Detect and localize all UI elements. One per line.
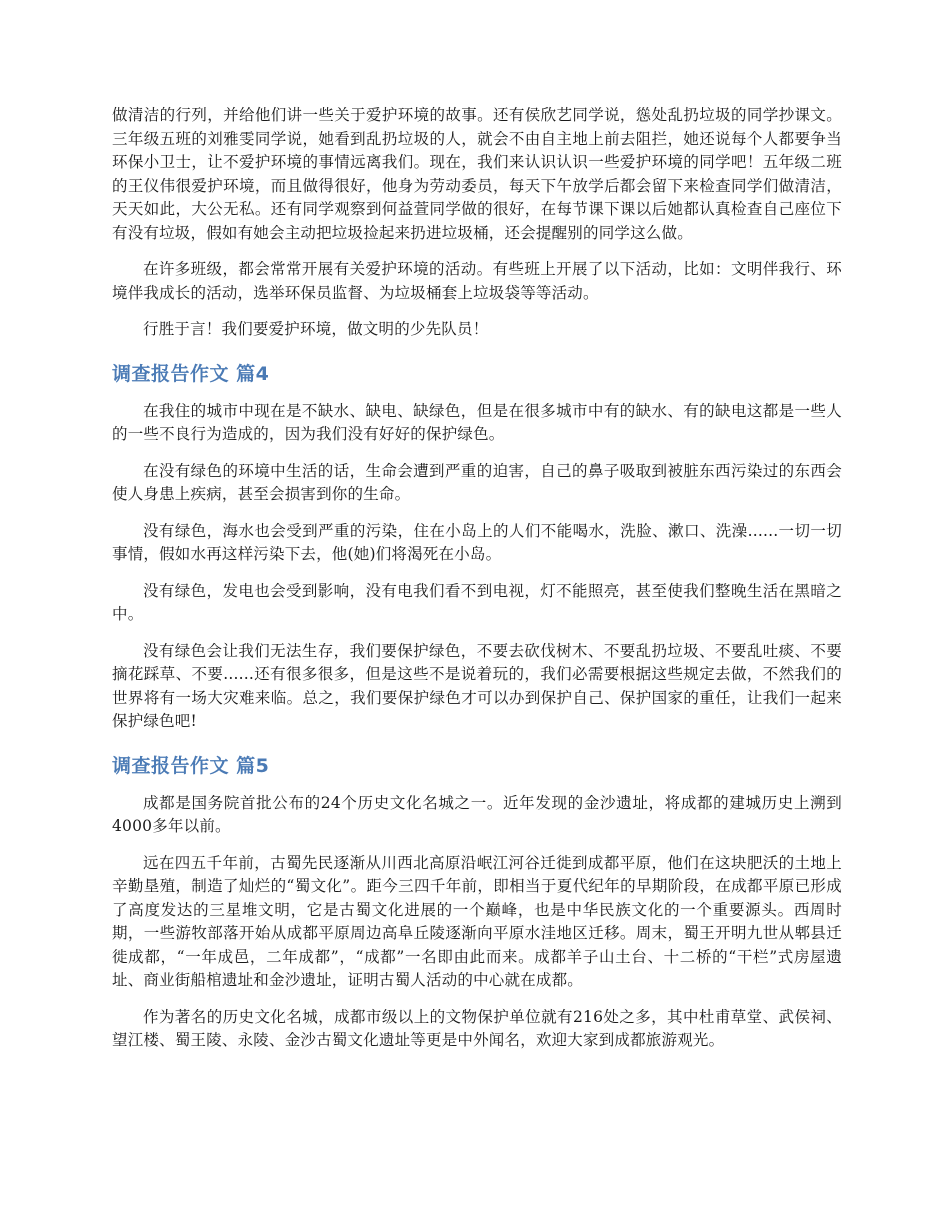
- paragraph: 在没有绿色的环境中生活的话，生命会遭到严重的迫害，自己的鼻子吸取到被脏东西污染过的东西会使人身患上疾病，甚至会损害到你的生命。: [112, 461, 842, 503]
- document-page: [112, 104, 842, 1066]
- paragraph: 做清洁的行列，并给他们讲一些关于爱护环境的故事。还有侯欣艺同学说，慫处乱扔垃圾的同学抄课文。三年级五班的刘雅雯同学说，她看到乱扔垃圾的人，就会不由自主地上前去阻拦，她还说每个人都要争当环保小卫士，让不爱护环境的事情远离我们。现在，我们来认识认识一些爱护环境的同学吧！五年级二班的王仪伟很爱护环境，而且做得很好，他身为劳动委员，每天下午放学后都会留下来检查同学们做清洁，天天如此，大公无私。还有同学观察到何益萱同学做的很好，在每节课下课以后她都认真检查自己座位下有没有垃圾，假如有她会主动把垃圾捡起来扔进垃圾桶，还会提醒别的同学这么做。: [112, 106, 842, 242]
- paragraph: 没有绿色，发电也会受到影响，没有电我们看不到电视，灯不能照亮，甚至使我们整晚生活在黑暗之中。: [112, 581, 842, 623]
- paragraph: 行胜于言！我们要爱护环境，做文明的少先队员！: [143, 320, 489, 338]
- paragraph: 没有绿色会让我们无法生存，我们要保护绿色，不要去砍伐树木、不要乱扔垃圾、不要乱吐痰、不要摘花踩草、不要......还有很多很多，但是这些不是说着玩的，我们必需要根据这些规定去做，不然我们的世界将有一场大灾难来临。总之，我们要保护绿色才可以办到保护自己、保护国家的重任，让我们一起来保护绿色吧!: [112, 641, 842, 730]
- paragraph: 在许多班级，都会常常开展有关爱护环境的活动。有些班上开展了以下活动，比如：文明伴我行、环境伴我成长的活动，选举环保员监督、为垃圾桶套上垃圾袋等等活动。: [112, 260, 842, 302]
- section-heading: 调查报告作文 篇5: [112, 754, 270, 777]
- paragraph: 成都是国务院首批公布的24个历史文化名城之一。近年发现的金沙遗址，将成都的建城历史上溯到4000多年以前。: [112, 793, 842, 835]
- paragraph: 作为著名的历史文化名城，成都市级以上的文物保护单位就有216处之多，其中杜甫草堂、武侯祠、望江楼、蜀王陵、永陵、金沙古蜀文化遗址等更是中外闻名，欢迎大家到成都旅游观光。: [112, 1007, 842, 1049]
- paragraph: 没有绿色，海水也会受到严重的污染，住在小岛上的人们不能喝水，洗脸、漱口、洗澡......一切一切事情，假如水再这样污染下去，他(她)们将渴死在小岛。: [112, 521, 842, 563]
- paragraph: 远在四五千年前，古蜀先民逐渐从川西北高原沿岷江河谷迁徙到成都平原，他们在这块肥沃的土地上辛勤垦殖，制造了灿烂的“蜀文化”。距今三四千年前，即相当于夏代纪年的早期阶段，在成都平原已形成了高度发达的三星堆文明，它是古蜀文化进展的一个巅峰，也是中华民族文化的一个重要源头。西周时期，一些游牧部落开始从成都平原周边高阜丘陵逐渐向平原水洼地区迁移。周末，蜀王开明九世从郫县迁徙成都，“一年成邑，二年成都”，“成都”一名即由此而来。成都羊子山土台、十二桥的“干栏”式房屋遗址、商业街船棺遗址和金沙遗址，证明古蜀人活动的中心就在成都。: [112, 853, 842, 989]
- section-heading: 调查报告作文 篇4: [112, 362, 270, 385]
- paragraph: 在我住的城市中现在是不缺水、缺电、缺绿色，但是在很多城市中有的缺水、有的缺电这都是一些人的一些不良行为造成的，因为我们没有好好的保护绿色。: [112, 401, 842, 443]
